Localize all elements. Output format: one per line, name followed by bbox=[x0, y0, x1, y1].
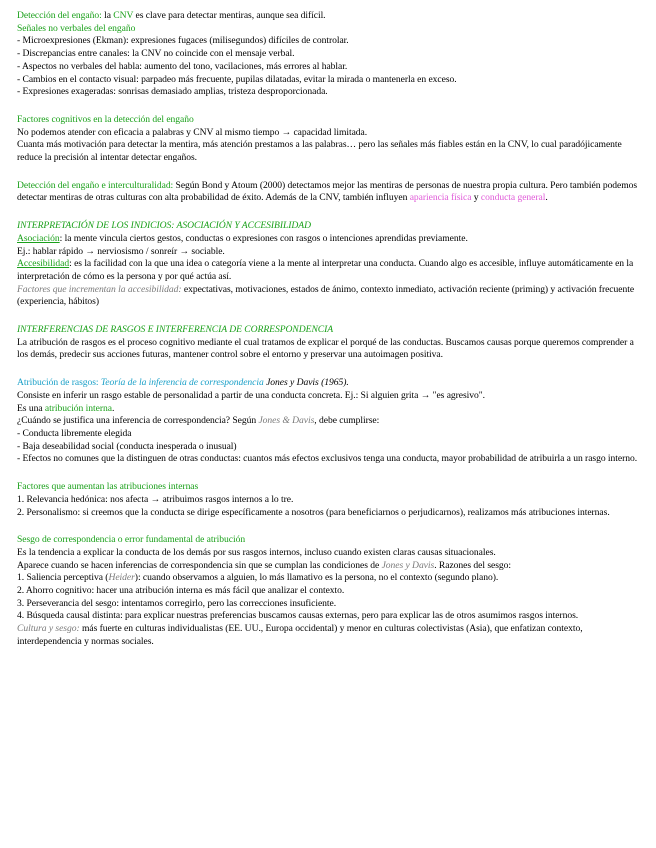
period: . bbox=[545, 192, 548, 204]
paragraph: Es la tendencia a explicar la conducta de los demás por sus rasgos internos, incluso cuando existen claras causas situacionales. bbox=[17, 546, 496, 558]
theory-name: Teoría de la inferencia de correspondencia bbox=[98, 377, 264, 389]
text: Aparece cuando se hacen inferencias de correspondencia sin que se cumplan las condiciones de bbox=[17, 559, 382, 571]
culture-bias-text: más fuerte en culturas individualistas (EE. UU., Europa occidental) y menor en culturas colectivistas (Asia), que enfatizan contexto, interdependencia y normas sociales. bbox=[17, 623, 583, 647]
correspondence-bias-heading: Sesgo de correspondencia o error fundamental de atribución bbox=[17, 534, 246, 546]
list-item bbox=[17, 572, 638, 585]
section-interculturality bbox=[17, 180, 638, 205]
interculturality-label: Detección del engaño e interculturalidad: bbox=[17, 179, 174, 191]
period: . bbox=[111, 402, 115, 414]
intro-text-b: es clave para detectar mentiras, aunque sea difícil. bbox=[133, 10, 326, 21]
culture-bias-label: Cultura y sesgo: bbox=[17, 623, 80, 635]
trait-inference-heading: INTERFERENCIAS DE RASGOS E INTERFERENCIA DE CORRESPONDENCIA bbox=[17, 324, 334, 336]
text: ): cuando observamos a alguien, lo más llamativo es la persona, no el contexto (segundo plano). bbox=[134, 572, 499, 584]
internal-factors-heading: Factores que aumentan las atribuciones internas bbox=[17, 481, 199, 493]
text: ¿Cuándo se justifica una inferencia de correspondencia? Según bbox=[17, 415, 259, 427]
internal-attribution-term: atribución interna bbox=[44, 402, 112, 414]
text: . Razones del sesgo: bbox=[434, 559, 512, 571]
authors-name: Jones & Davis bbox=[258, 415, 315, 427]
section-trait-inference bbox=[17, 324, 638, 362]
paragraph-text: Según Bond y Atoum (2000) detectamos mejor las mentiras de personas de nuestra propia cultura. Pero también podemos detectar mentiras de otras culturas con alta probabilidad de éxito. Además de la CNV, también influyen bbox=[17, 179, 638, 204]
nonverbal-signals-heading: Señales no verbales del engaño bbox=[17, 22, 136, 34]
accessibility-line bbox=[17, 258, 638, 283]
list-item: 3. Perseverancia del sesgo: intentamos corregirlo, pero las correcciones insuficiente. bbox=[17, 597, 337, 609]
intro-text-a: la bbox=[101, 10, 114, 21]
lie-detection-label: Detección del engaño: bbox=[17, 10, 102, 21]
cnv-term: CNV bbox=[113, 10, 134, 21]
factors-label: Factores que incrementan la accesibilidad: bbox=[17, 283, 182, 295]
culture-bias-line bbox=[17, 623, 638, 648]
section-cognitive-factors bbox=[17, 114, 638, 165]
trait-attribution-label: Atribución de rasgos: bbox=[17, 377, 99, 389]
list-item: - Baja deseabilidad social (conducta inesperada o inusual) bbox=[17, 440, 237, 452]
paragraph: Cuanta más motivación para detectar la mentira, más atención prestamos a las palabras… pero las señales más fiables están en la CNV, lo cual paradójicamente reduce la precisión al intentar detectar engaños. bbox=[17, 139, 622, 164]
section-correspondence-bias bbox=[17, 534, 638, 648]
list-item: 2. Personalismo: si creemos que la conducta se dirige específicamente a nosotros (para beneficiarnos o perjudicarnos), realizamos más atribuciones internas. bbox=[17, 506, 610, 518]
association-label: Asociación bbox=[17, 232, 60, 244]
list-item: - Conducta libremente elegida bbox=[17, 427, 132, 439]
text: , debe cumplirse: bbox=[314, 415, 380, 427]
conditions-question bbox=[17, 415, 638, 428]
list-item: - Discrepancias entre canales: la CNV no coincide con el mensaje verbal. bbox=[17, 48, 295, 60]
cognitive-factors-heading: Factores cognitivos en la detección del engaño bbox=[17, 113, 194, 125]
internal-attribution-line bbox=[17, 403, 638, 416]
list-item: - Cambios en el contacto visual: parpadeo más frecuente, pupilas dilatadas, evitar la mirada o mantenerla en exceso. bbox=[17, 73, 457, 85]
author-name: Heider bbox=[108, 572, 135, 584]
section-internal-factors bbox=[17, 481, 638, 519]
list-item: - Aspectos no verbales del habla: aumento del tono, vacilaciones, más errores al hablar. bbox=[17, 60, 348, 72]
paragraph: La atribución de rasgos es el proceso cognitivo mediante el cual tratamos de explicar el porqué de las conductas. Buscamos causas porque queremos comprender a los demás, predecir sus acciones futuras, mantener control sobre el entorno y preservar una autoimagen positiva. bbox=[17, 336, 634, 361]
association-text: : la mente vincula ciertos gestos, conductas o expresiones con rasgos o intenciones aprendidas previamente. bbox=[59, 232, 468, 244]
general-conduct-term: conducta general bbox=[480, 192, 546, 204]
authors-name: Jones y Davis bbox=[381, 559, 435, 571]
section-trait-attribution bbox=[17, 377, 638, 466]
interpretation-heading: INTERPRETACIÓN DE LOS INDICIOS: ASOCIACIÓN Y ACCESIBILIDAD bbox=[17, 220, 311, 232]
list-item: - Microexpresiones (Ekman): expresiones fugaces (milisegundos) difíciles de controlar. bbox=[17, 35, 349, 47]
text: 1. Saliencia perceptiva ( bbox=[17, 572, 109, 584]
physical-appearance-term: apariencia física bbox=[409, 192, 472, 204]
section-interpretation bbox=[17, 220, 638, 309]
list-item: 2. Ahorro cognitivo: hacer una atribución interna es más fácil que analizar el contexto. bbox=[17, 585, 345, 597]
factors-text: expectativas, motivaciones, estados de ánimo, contexto inmediato, activación reciente (priming) y activación frecuente (experiencia, hábitos) bbox=[17, 283, 635, 308]
association-line bbox=[17, 233, 638, 246]
list-item: 1. Relevancia hedónica: nos afecta → atribuimos rasgos internos a lo tre. bbox=[17, 493, 294, 505]
list-item: 4. Búsqueda causal distinta: para explicar nuestras preferencias buscamos causas externas, pero para explicar las de otros asumimos rasgos internos. bbox=[17, 610, 579, 622]
text: Es una bbox=[17, 402, 45, 414]
section-lie-detection bbox=[17, 10, 638, 99]
accessibility-text: : es la facilidad con la que una idea o categoría viene a la mente al interpretar una conducta. Cuando algo es accesible, influye automáticamente en la interpretación de cómo es la persona y por qué actúa así. bbox=[17, 258, 634, 282]
paragraph: Consiste en inferir un rasgo estable de personalidad a partir de una conducta concreta. Ej.: Si alguien grita → "es agresivo". bbox=[17, 389, 486, 401]
lie-detection-intro bbox=[17, 10, 638, 23]
interculturality-paragraph bbox=[17, 180, 638, 205]
factors-line bbox=[17, 284, 638, 309]
list-item: - Efectos no comunes que la distinguen de otras conductas: cuantos más efectos exclusivos tenga una conducta, mayor probabilidad de atribuirla a un rasgo interno. bbox=[17, 453, 638, 465]
example-line: Ej.: hablar rápido → nerviosismo / sonreír → sociable. bbox=[17, 245, 225, 257]
authors-name: Jones y Davis bbox=[263, 377, 319, 389]
list-item: - Expresiones exageradas: sonrisas demasiado amplias, tristeza desproporcionada. bbox=[17, 86, 328, 98]
conjunction: y bbox=[471, 192, 481, 204]
paragraph: No podemos atender con eficacia a palabras y CNV al mismo tiempo → capacidad limitada. bbox=[17, 126, 368, 138]
year: (1965). bbox=[318, 377, 349, 389]
accessibility-label: Accesibilidad bbox=[17, 258, 70, 270]
trait-attribution-heading bbox=[17, 377, 638, 390]
paragraph bbox=[17, 560, 638, 573]
